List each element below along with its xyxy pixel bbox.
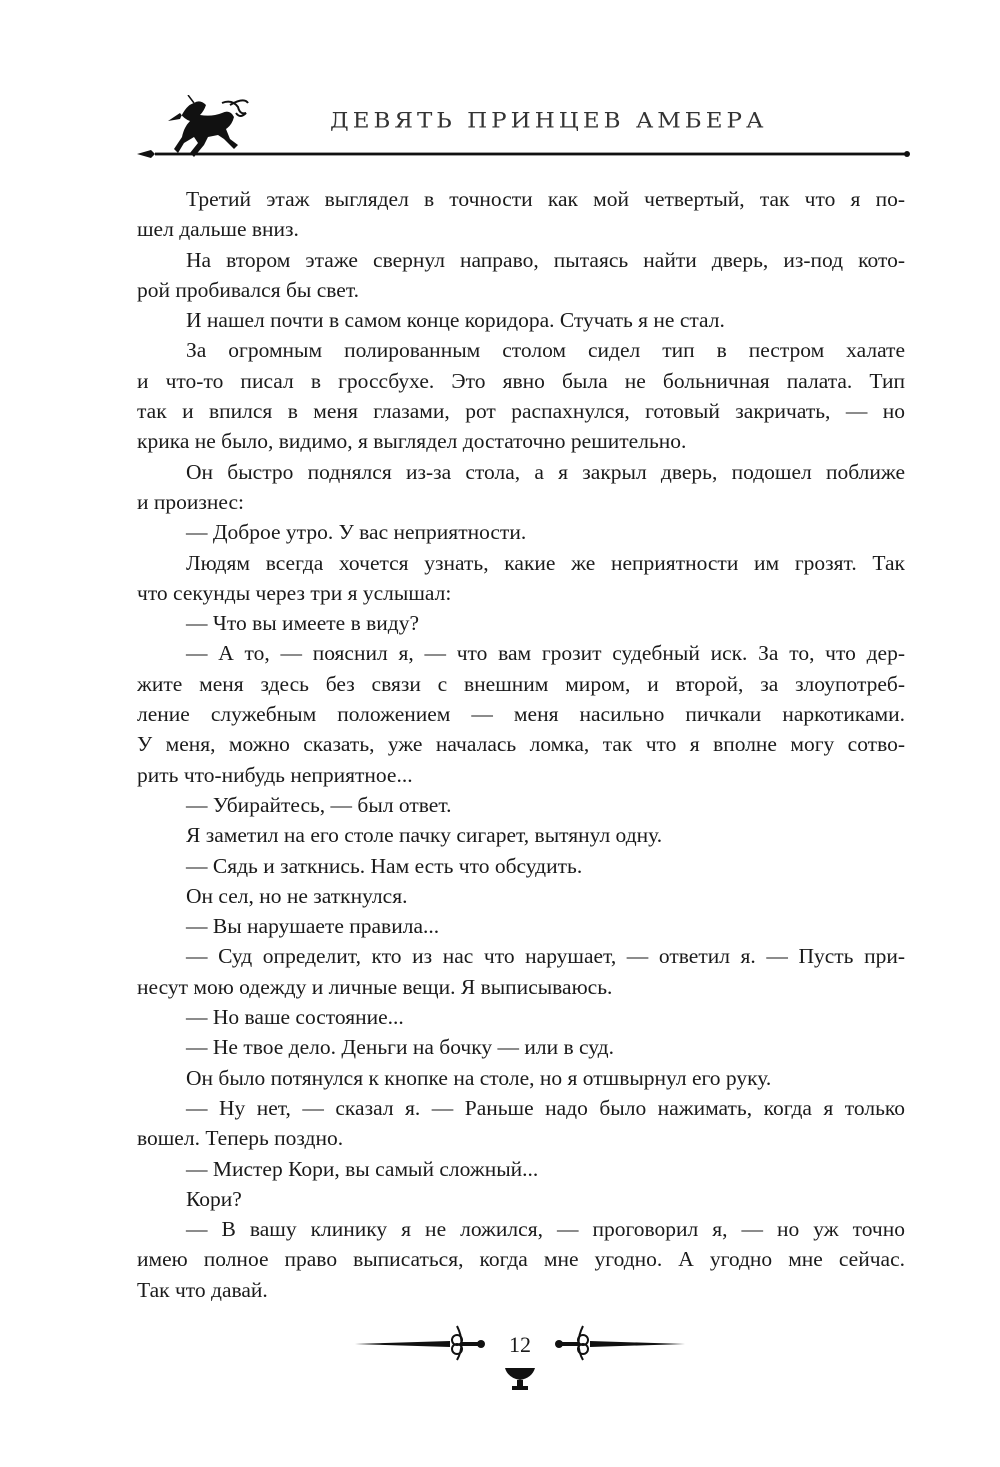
text-line: — Не твое дело. Деньги на бочку — или в суд. xyxy=(186,1035,614,1060)
text-line: У меня, можно сказать, уже началась ломка, так что я вполне могу сотво- xyxy=(137,732,905,757)
text-line: вошел. Теперь поздно. xyxy=(137,1126,344,1151)
text-line: Кори? xyxy=(186,1186,242,1211)
text-line: ление служебным положением — меня насильно пичкали наркотиками. xyxy=(137,702,905,727)
text-line: — Вы нарушаете правила... xyxy=(186,914,440,939)
text-line: — Ну нет, — сказал я. — Раньше надо было нажимать, когда я только xyxy=(186,1095,905,1120)
text-line: За огромным полированным столом сидел тип в пестром халате xyxy=(186,338,905,363)
text-line: — Мистер Кори, вы самый сложный... xyxy=(186,1156,539,1181)
text-line: На втором этаже свернул направо, пытаясь найти дверь, из-под кото- xyxy=(186,247,905,272)
text-line: Он быстро поднялся из-за стола, а я закрыл дверь, подошел поближе xyxy=(186,459,905,484)
body-text xyxy=(137,184,905,1305)
text-line: крика не было, видимо, я выглядел достаточно решительно. xyxy=(137,429,687,454)
text-line: — А то, — пояснил я, — что вам грозит судебный иск. За то, что дер- xyxy=(186,641,905,666)
text-line: рой пробивался бы свет. xyxy=(137,277,359,302)
text-line: Так что давай. xyxy=(137,1277,268,1302)
text-line: Я заметил на его столе пачку сигарет, вытянул одну. xyxy=(186,823,663,848)
text-line: шел дальше вниз. xyxy=(137,217,299,242)
text-line: — Убирайтесь, — был ответ. xyxy=(186,792,452,817)
text-line: рить что-нибудь неприятное... xyxy=(137,762,413,787)
text-line: — Но ваше состояние... xyxy=(186,1005,404,1030)
page-footer xyxy=(340,1310,700,1390)
text-line: — Доброе утро. У вас неприятности. xyxy=(186,520,527,545)
page-number: 12 xyxy=(509,1332,531,1357)
text-line: Третий этаж выглядел в точности как мой четвертый, так что я по- xyxy=(186,187,905,211)
text-line: и что-то писал в гроссбухе. Это явно была не больничная палата. Тип xyxy=(137,368,905,393)
text-line: что секунды через три я услышал: xyxy=(137,580,452,605)
running-title: ДЕВЯТЬ ПРИНЦЕВ АМБЕРА xyxy=(330,108,768,134)
text-line: — Суд определит, кто из нас что нарушает, — ответил я. — Пусть при- xyxy=(186,944,905,969)
text-line: — Что вы имеете в виду? xyxy=(186,611,419,636)
text-line: так и впился в меня глазами, рот распахнулся, готовый закричать, — но xyxy=(137,399,905,424)
text-line: Он было потянулся к кнопке на столе, но я отшвырнул его руку. xyxy=(186,1065,772,1090)
text-line: имею полное право выписаться, когда мне угодно. А угодно мне сейчас. xyxy=(137,1247,905,1272)
text-line: жите меня здесь без связи с внешним миром, и второй, за злоупотреб- xyxy=(137,671,905,696)
page-header xyxy=(0,0,1000,170)
text-line: — Сядь и заткнись. Нам есть что обсудить. xyxy=(186,853,583,878)
text-line: Он сел, но не заткнулся. xyxy=(186,883,408,908)
text-line: и произнес: xyxy=(137,489,244,514)
text-line: И нашел почти в самом конце коридора. Стучать я не стал. xyxy=(186,308,725,333)
text-line: — В вашу клинику я не ложился, — проговорил я, — но уж точно xyxy=(186,1217,905,1242)
text-line: несут мою одежду и личные вещи. Я выписываюсь. xyxy=(137,974,613,999)
text-line: Людям всегда хочется узнать, какие же неприятности им грозят. Так xyxy=(186,550,905,575)
header-rule xyxy=(137,148,912,160)
